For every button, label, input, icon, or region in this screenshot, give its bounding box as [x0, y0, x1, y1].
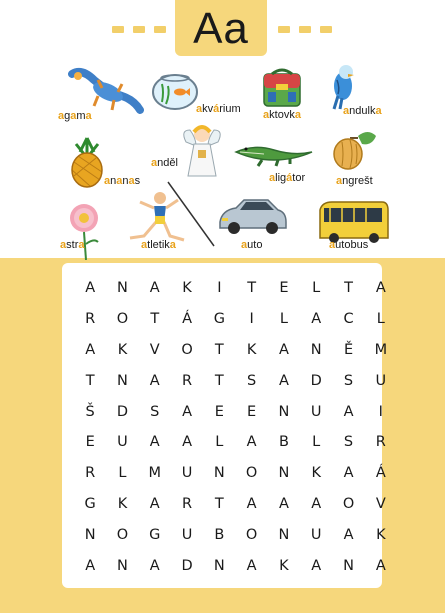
grid-row — [74, 273, 397, 304]
grid-row — [74, 519, 397, 550]
grid-letter[interactable]: K — [117, 341, 128, 358]
decor-dash — [320, 26, 332, 33]
grid-letter[interactable]: A — [149, 280, 160, 297]
alligator-image — [234, 138, 314, 168]
angel-image — [180, 120, 224, 180]
grid-letter[interactable]: I — [249, 311, 254, 328]
grid-row — [74, 427, 397, 458]
grid-letter[interactable]: A — [85, 280, 96, 297]
grid-letter[interactable]: E — [279, 280, 289, 297]
grid-letter[interactable]: O — [245, 465, 258, 482]
grid-letter[interactable]: K — [311, 465, 321, 482]
schoolbag-image — [260, 66, 304, 110]
letter-grid — [74, 273, 397, 581]
grid-letter[interactable]: K — [117, 495, 128, 512]
grid-letter[interactable]: K — [182, 280, 192, 297]
grid-letter[interactable]: L — [312, 280, 321, 297]
grid-row — [74, 304, 397, 335]
grid-letter[interactable]: E — [214, 403, 224, 420]
grid-letter[interactable]: D — [310, 372, 322, 389]
grid-letter[interactable]: A — [278, 372, 289, 389]
word-akvarium: akvárium — [196, 103, 241, 115]
word-andulka: andulka — [343, 105, 382, 117]
grid-letter[interactable]: Á — [375, 465, 386, 482]
grid-letter[interactable]: M — [148, 465, 161, 482]
grid-letter[interactable]: N — [310, 341, 322, 358]
word-ananas: ananas — [104, 175, 141, 187]
grid-letter[interactable]: T — [214, 372, 224, 389]
grid-letter[interactable]: A — [311, 557, 322, 574]
grid-letter[interactable]: I — [217, 280, 222, 297]
grid-letter[interactable]: K — [246, 341, 257, 358]
grid-letter[interactable]: N — [84, 526, 96, 543]
grid-letter[interactable]: U — [117, 434, 128, 451]
grid-letter[interactable]: A — [311, 495, 322, 512]
grid-letter[interactable]: T — [214, 495, 224, 512]
grid-row — [74, 396, 397, 427]
decor-dash — [278, 26, 290, 33]
grid-letter[interactable]: O — [116, 311, 129, 328]
grid-letter[interactable]: E — [85, 434, 95, 451]
grid-letter[interactable]: A — [182, 434, 192, 451]
bus-image — [318, 198, 390, 244]
grid-letter[interactable]: S — [343, 434, 354, 451]
grid-letter[interactable]: A — [246, 434, 257, 451]
grid-letter[interactable]: A — [375, 280, 386, 297]
grid-letter[interactable]: T — [344, 280, 353, 297]
grid-letter[interactable]: N — [278, 526, 290, 543]
word-auto: auto — [241, 239, 263, 251]
word-search-panel — [62, 263, 388, 588]
grid-letter[interactable]: B — [214, 526, 225, 543]
grid-letter[interactable]: Ě — [343, 341, 354, 358]
grid-letter[interactable]: N — [213, 557, 225, 574]
gooseberry-image — [328, 128, 380, 172]
word-autobus: autobus — [329, 239, 369, 251]
word-agama: agama — [58, 110, 92, 122]
grid-letter[interactable]: A — [343, 465, 354, 482]
grid-letter[interactable]: T — [247, 280, 257, 297]
grid-letter[interactable]: A — [278, 341, 289, 358]
grid-letter[interactable]: E — [247, 403, 257, 420]
grid-letter[interactable]: R — [375, 434, 386, 451]
decor-dash — [299, 26, 311, 33]
grid-letter[interactable]: A — [85, 341, 96, 358]
word-angrest: angrešt — [336, 175, 373, 187]
grid-row — [74, 335, 397, 366]
grid-row — [74, 489, 397, 520]
grid-letter[interactable]: A — [85, 557, 96, 574]
grid-letter[interactable]: V — [149, 341, 160, 358]
agama-image — [68, 66, 144, 116]
grid-letter[interactable]: C — [343, 311, 354, 328]
grid-letter[interactable]: O — [342, 495, 355, 512]
grid-letter[interactable]: U — [181, 526, 193, 543]
grid-letter[interactable]: N — [213, 465, 225, 482]
grid-letter[interactable]: A — [278, 495, 289, 512]
grid-letter[interactable]: G — [84, 495, 96, 512]
grid-letter[interactable]: R — [182, 495, 193, 512]
grid-letter[interactable]: N — [343, 557, 354, 574]
word-aligator: aligátor — [269, 172, 306, 184]
pineapple-image — [66, 136, 108, 188]
grid-letter[interactable]: A — [149, 434, 160, 451]
grid-letter[interactable]: N — [278, 403, 290, 420]
grid-letter[interactable]: U — [375, 372, 387, 389]
grid-letter[interactable]: R — [85, 465, 96, 482]
grid-letter[interactable]: B — [278, 434, 289, 451]
grid-letter[interactable]: N — [117, 557, 128, 574]
grid-letter[interactable]: A — [182, 403, 192, 420]
grid-letter[interactable]: O — [181, 341, 193, 358]
grid-letter[interactable]: L — [312, 434, 321, 451]
grid-letter[interactable]: G — [213, 311, 225, 328]
grid-row — [74, 550, 397, 581]
decor-dash — [154, 26, 166, 33]
grid-letter[interactable]: A — [343, 526, 354, 543]
grid-letter[interactable]: Á — [182, 311, 192, 328]
grid-letter[interactable]: D — [181, 557, 193, 574]
grid-letter[interactable]: S — [247, 372, 257, 389]
grid-letter[interactable]: S — [343, 372, 354, 389]
word-aktovka: aktovka — [263, 109, 301, 121]
grid-letter[interactable]: Š — [85, 403, 95, 420]
grid-letter[interactable]: A — [149, 372, 160, 389]
grid-row — [74, 458, 397, 489]
grid-letter[interactable]: I — [378, 403, 383, 420]
grid-letter[interactable]: U — [310, 403, 322, 420]
grid-letter[interactable]: R — [85, 311, 96, 328]
grid-letter[interactable]: O — [116, 526, 129, 543]
decor-dash — [133, 26, 145, 33]
grid-letter[interactable]: A — [343, 403, 354, 420]
word-atletika: atletika — [141, 239, 176, 251]
grid-letter[interactable]: L — [376, 311, 385, 328]
grid-letter[interactable]: K — [279, 557, 289, 574]
grid-letter[interactable]: K — [376, 526, 386, 543]
grid-letter[interactable]: S — [150, 403, 160, 420]
grid-letter[interactable]: V — [375, 495, 386, 512]
aquarium-image — [150, 72, 200, 112]
aster-image — [62, 202, 110, 260]
grid-letter[interactable]: N — [278, 465, 290, 482]
word-andel: anděl — [151, 157, 178, 169]
title-box — [175, 0, 267, 56]
grid-letter[interactable]: A — [149, 557, 160, 574]
budgie-image — [328, 62, 358, 110]
grid-letter[interactable]: T — [85, 372, 95, 389]
grid-letter[interactable]: T — [214, 341, 224, 358]
decor-dash — [112, 26, 124, 33]
grid-letter[interactable]: L — [279, 311, 288, 328]
grid-letter[interactable]: N — [117, 372, 128, 389]
grid-letter[interactable]: A — [246, 557, 257, 574]
grid-letter[interactable]: M — [374, 341, 388, 358]
car-image — [216, 196, 288, 236]
word-astra: astra — [60, 239, 85, 251]
grid-row — [74, 365, 397, 396]
grid-letter[interactable]: A — [375, 557, 386, 574]
grid-letter[interactable]: U — [310, 526, 322, 543]
grid-letter[interactable]: N — [117, 280, 128, 297]
grid-letter[interactable]: L — [118, 465, 127, 482]
grid-letter[interactable]: T — [150, 311, 160, 328]
grid-letter[interactable]: A — [246, 495, 257, 512]
grid-letter[interactable]: L — [215, 434, 224, 451]
grid-letter[interactable]: O — [245, 526, 258, 543]
grid-letter[interactable]: A — [311, 311, 322, 328]
grid-letter[interactable]: D — [116, 403, 129, 420]
grid-letter[interactable]: G — [149, 526, 161, 543]
grid-letter[interactable]: U — [181, 465, 193, 482]
grid-letter[interactable]: A — [149, 495, 160, 512]
grid-letter[interactable]: R — [182, 372, 193, 389]
page-title: Aa — [193, 4, 249, 53]
